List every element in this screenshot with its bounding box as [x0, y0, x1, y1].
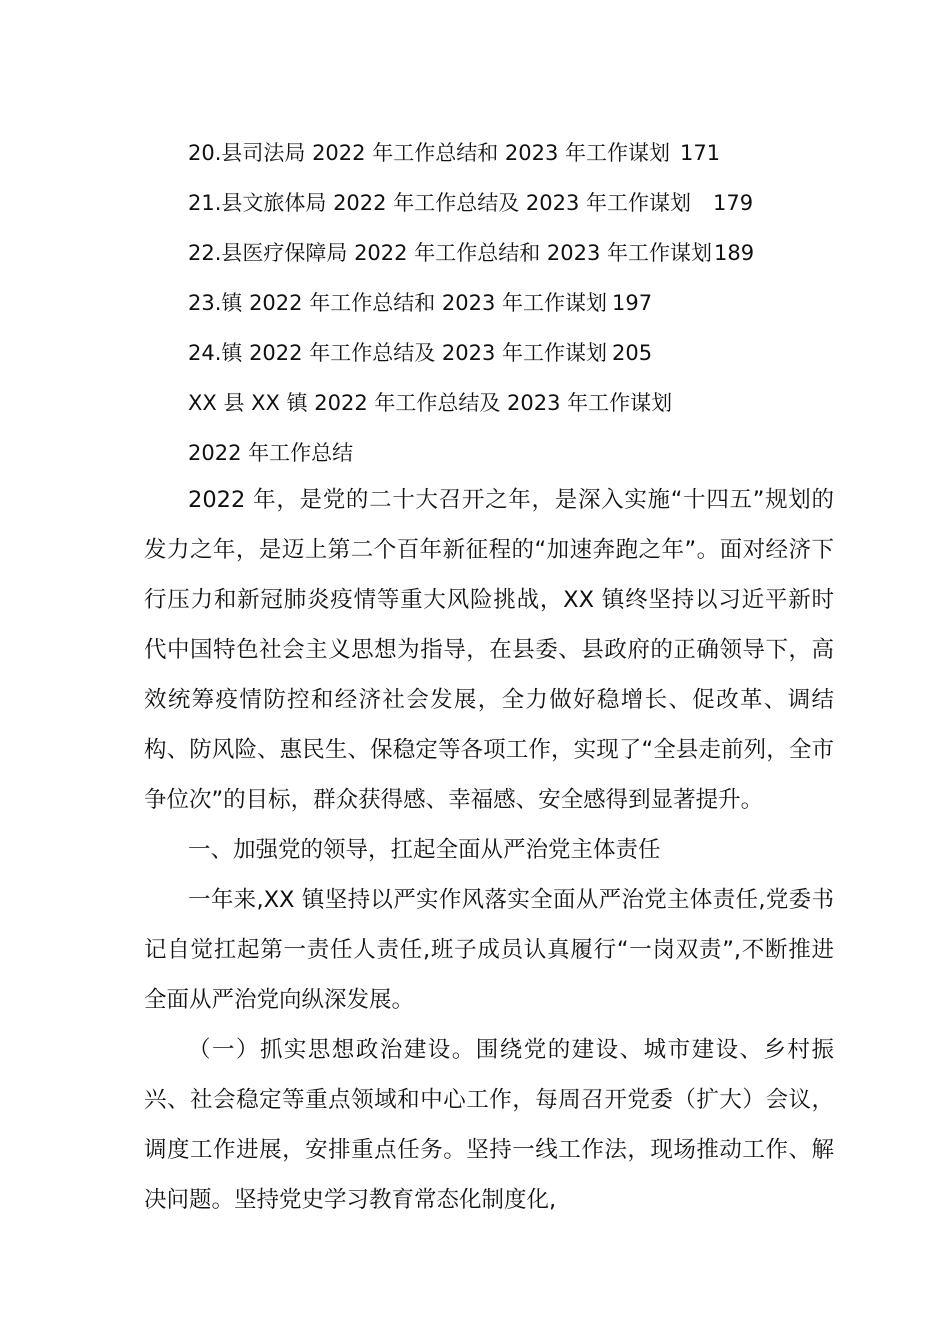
toc-entry-page: 189	[714, 241, 755, 265]
toc-entry-title: 24.镇 2022 年工作总结及 2023 年工作谋划	[188, 341, 607, 365]
toc-entry[interactable]	[188, 228, 888, 278]
toc-entry[interactable]	[188, 328, 888, 378]
toc-entry-title: 20.县司法局 2022 年工作总结和 2023 年工作谋划	[188, 141, 670, 165]
paragraph: 一年来,XX 镇坚持以严实作风落实全面从严治党主体责任,党委书记自觉扛起第一责任人责任,班子成员认真履行“一岗双责”,不断推进全面从严治党向纵深发展。	[144, 887, 834, 1013]
toc-entry[interactable]	[188, 178, 888, 228]
toc-entry-page: 197	[612, 291, 653, 315]
toc-entry-title: 23.镇 2022 年工作总结和 2023 年工作谋划	[188, 291, 607, 315]
section-heading: 一、加强党的领导，扛起全面从严治党主体责任	[188, 837, 661, 863]
toc-entry-title: 22.县医疗保障局 2022 年工作总结和 2023 年工作谋划	[188, 241, 712, 265]
section-title: 2022 年工作总结	[188, 441, 354, 465]
toc-entry[interactable]	[188, 278, 888, 328]
document-title: XX 县 XX 镇 2022 年工作总结及 2023 年工作谋划	[188, 391, 673, 415]
toc-entry-title: 21.县文旅体局 2022 年工作总结及 2023 年工作谋划	[188, 191, 691, 215]
paragraph: 2022 年，是党的二十大召开之年，是深入实施“十四五”规划的发力之年，是迈上第二个百年新征程的“加速奔跑之年”。面对经济下行压力和新冠肺炎疫情等重大风险挑战，XX 镇终坚持以习近平新时代中国特色社会主义思想为指导，在县委、县政府的正确领导下，高效统筹疫情防控和经济社会发展，全力做好稳增长、促改革、调结构、防风险、惠民生、保稳定等各项工作，实现了“全县走前列，全市争位次”的目标，群众获得感、幸福感、安全感得到显著提升。	[144, 487, 834, 813]
toc-entry-page: 171	[680, 141, 721, 165]
toc-entry-page: 205	[612, 341, 653, 365]
body-text	[144, 475, 834, 1225]
paragraph: （一）抓实思想政治建设。围绕党的建设、城市建设、乡村振兴、社会稳定等重点领域和中心工作，每周召开党委（扩大）会议，调度工作进展，安排重点任务。坚持一线工作法，现场推动工作、解决问题。坚持党史学习教育常态化制度化,	[144, 1037, 834, 1213]
toc-entry[interactable]	[188, 128, 888, 178]
table-of-contents	[188, 128, 888, 378]
toc-entry-page: 179	[713, 191, 754, 215]
